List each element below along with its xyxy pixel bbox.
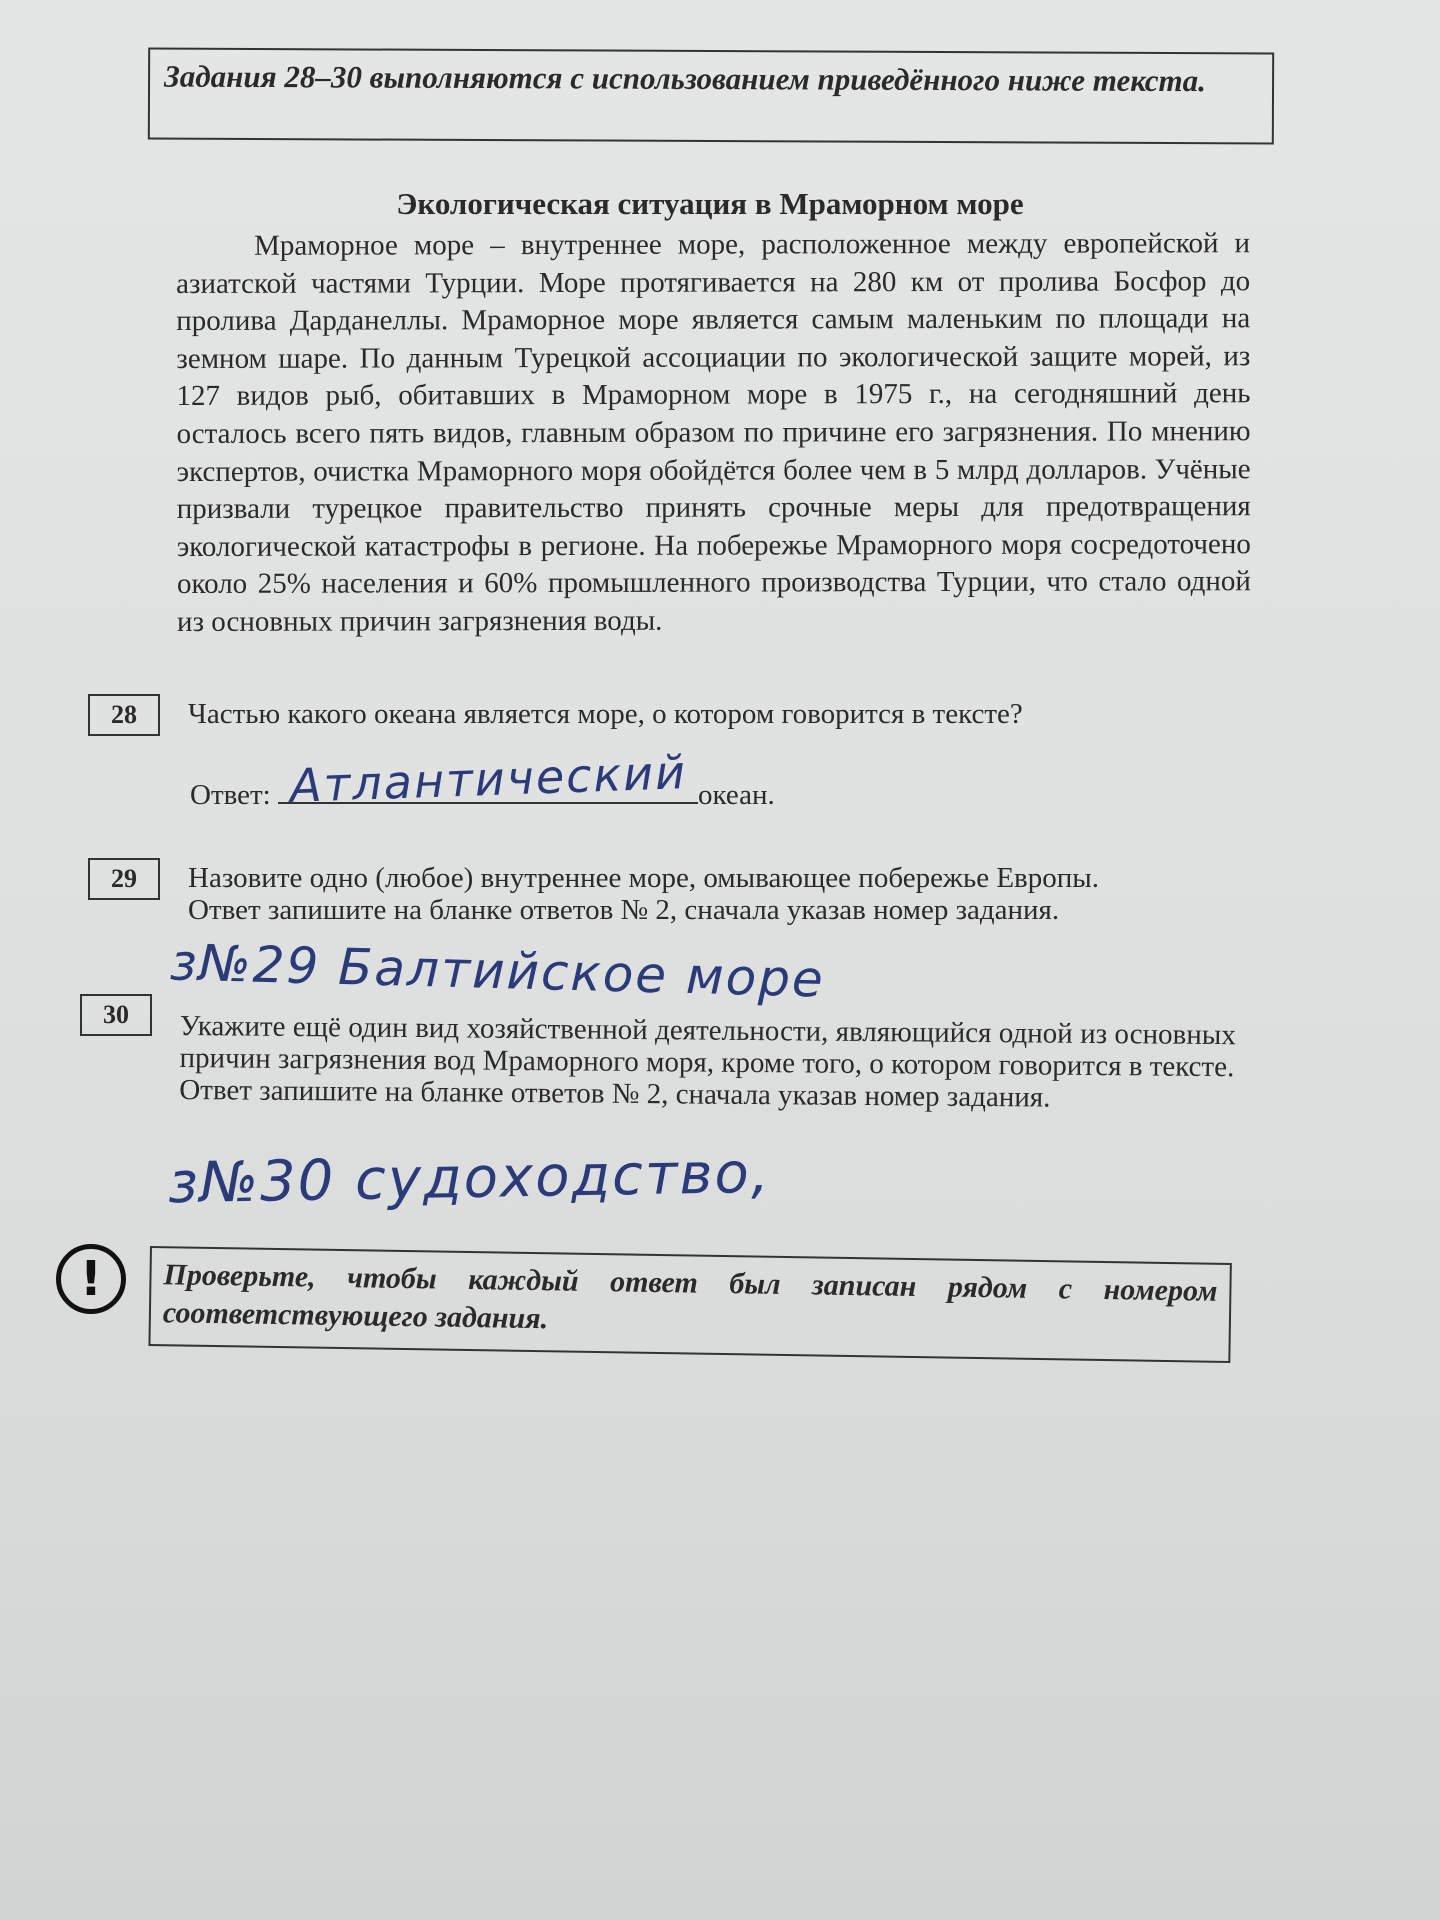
answer-label: Ответ: [190,779,271,811]
handwritten-answer-28: Атлантический [289,745,688,813]
task-question [188,862,1248,926]
task-number: 30 [80,994,152,1036]
question-text: Укажите ещё один вид хозяйственной деятельности, являющийся одной из основных причин загрязнения вод Мраморного моря, кроме того, о котором говорится в тексте. [179,1010,1236,1084]
question-line: Назовите одно (любое) внутреннее море, омывающее побережье Европы. [188,862,1099,894]
passage-title: Экологическая ситуация в Мраморном море [396,186,1024,221]
task-number: 29 [88,858,160,900]
instruction-box [148,48,1274,145]
task-question [179,1010,1236,1115]
instruction-text: Задания 28–30 выполняются с использованием приведённого ниже текста. [164,58,1207,99]
warning-box [148,1246,1231,1363]
warning-text: Проверьте, чтобы каждый ответ был записан рядом с номером соответствующего задания. [162,1258,1218,1336]
handwritten-answer-29: з№29 Балтийское море [169,933,826,1009]
task-number: 28 [88,694,160,736]
handwritten-answer-30: з№30 судоходство, [167,1140,772,1217]
instruction-line: Ответ запишите на бланке ответов № 2, сначала указав номер задания. [179,1073,1051,1114]
answer-suffix: океан. [698,779,775,811]
instruction-line: Ответ запишите на бланке ответов № 2, сначала указав номер задания. [188,894,1060,926]
passage-body: Мраморное море – внутреннее море, расположенное между европейской и азиатской частями Турции. Море протягивается на 280 км от пролива Босфор до пролива Дарданеллы. Мраморное море является самым маленьким по площади на земном шаре. По данным Турецкой ассоциации по экологической защите морей, из 127 видов рыб, обитавших в Мраморном море в 1975 г., на сегодняшний день осталось всего пять видов, главным образом по причине его загрязнения. По мнению экспертов, очистка Мраморного моря обойдётся более чем в 5 млрд долларов. Учёные призвали турецкое правительство принять срочные меры для предотвращения экологической катастрофы в регионе. На побережье Мраморного моря сосредоточено около 25% населения и 60% промышленного производства Турции, что стало одной из основных причин загрязнения воды. [176,227,1251,638]
exclamation-circle-icon: ! [56,1244,126,1314]
task-question: Частью какого океана является море, о котором говорится в тексте? [188,698,1023,730]
